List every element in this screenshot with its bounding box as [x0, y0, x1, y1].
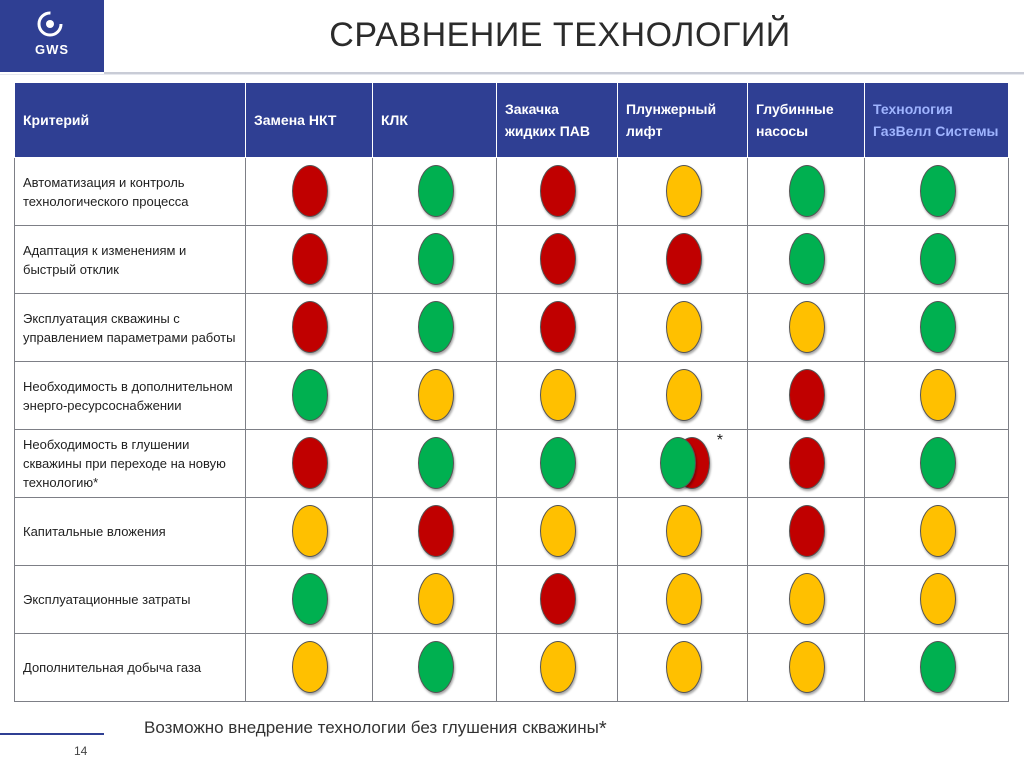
rating-dot-red	[789, 505, 825, 557]
note-star: *	[716, 432, 723, 449]
rating-dot-yellow	[666, 573, 702, 625]
rating-dot-yellow	[920, 369, 956, 421]
rating-cell	[618, 498, 748, 566]
column-header-0: Критерий	[15, 83, 246, 158]
rating-cell	[865, 566, 1009, 634]
column-header-1: Замена НКТ	[246, 83, 373, 158]
table-row	[15, 566, 1009, 634]
criterion-cell: Автоматизация и контроль технологического процесса	[15, 158, 246, 226]
rating-cell	[497, 498, 618, 566]
rating-dot-green	[418, 641, 454, 693]
rating-cell	[246, 566, 373, 634]
rating-dot-yellow	[292, 641, 328, 693]
rating-cell	[373, 226, 497, 294]
column-header-6: Технология ГазВелл Системы	[865, 83, 1009, 158]
rating-cell	[246, 498, 373, 566]
rating-cell	[373, 362, 497, 430]
gws-logo-icon	[36, 10, 64, 38]
table-row	[15, 498, 1009, 566]
rating-cell	[618, 158, 748, 226]
logo-text: GWS	[34, 42, 70, 57]
rating-dot-red	[540, 165, 576, 217]
rating-cell	[748, 498, 865, 566]
rating-cell	[497, 158, 618, 226]
rating-cell	[497, 566, 618, 634]
rating-cell	[748, 362, 865, 430]
rating-cell	[373, 158, 497, 226]
table-header-row	[15, 83, 1009, 158]
rating-cell	[246, 294, 373, 362]
rating-cell	[497, 430, 618, 498]
rating-cell	[748, 226, 865, 294]
criterion-cell: Капитальные вложения	[15, 498, 246, 566]
rating-dot-yellow	[666, 641, 702, 693]
rating-dot-green	[660, 437, 696, 489]
rating-cell	[497, 226, 618, 294]
rating-cell	[618, 634, 748, 702]
rating-dot-red	[789, 437, 825, 489]
footer-divider	[0, 733, 104, 735]
rating-dot-yellow	[789, 301, 825, 353]
rating-cell	[865, 430, 1009, 498]
rating-dot-green	[292, 369, 328, 421]
rating-cell	[246, 362, 373, 430]
table-row	[15, 294, 1009, 362]
rating-dot-yellow	[418, 573, 454, 625]
rating-dot-yellow	[920, 573, 956, 625]
rating-dot-yellow	[418, 369, 454, 421]
rating-cell	[748, 430, 865, 498]
rating-cell	[865, 634, 1009, 702]
rating-dot-yellow	[666, 369, 702, 421]
rating-cell	[618, 362, 748, 430]
criterion-cell: Дополнительная добыча газа	[15, 634, 246, 702]
rating-cell	[373, 294, 497, 362]
rating-dot-green	[418, 233, 454, 285]
page-title: СРАВНЕНИЕ ТЕХНОЛОГИЙ	[329, 16, 791, 54]
rating-cell	[865, 498, 1009, 566]
rating-dot-red	[540, 573, 576, 625]
page-number: 14	[74, 744, 88, 758]
rating-cell	[748, 294, 865, 362]
rating-dot-red	[292, 437, 328, 489]
rating-dot-green	[292, 573, 328, 625]
column-header-2: КЛК	[373, 83, 497, 158]
table-row	[15, 158, 1009, 226]
rating-cell	[497, 362, 618, 430]
criterion-cell: Эксплуатационные затраты	[15, 566, 246, 634]
rating-cell	[246, 634, 373, 702]
rating-cell	[618, 226, 748, 294]
column-header-4: Плунжерный лифт	[618, 83, 748, 158]
rating-dot-yellow	[666, 301, 702, 353]
rating-dot-green	[920, 233, 956, 285]
table-row	[15, 362, 1009, 430]
rating-dot-yellow	[540, 369, 576, 421]
rating-cell	[373, 634, 497, 702]
rating-cell	[246, 158, 373, 226]
rating-dot-green	[920, 301, 956, 353]
rating-dot-green	[540, 437, 576, 489]
rating-dot-yellow	[292, 505, 328, 557]
comparison-table	[14, 82, 1009, 702]
criterion-cell: Эксплуатация скважины с управлением параметрами работы	[15, 294, 246, 362]
rating-cell	[497, 294, 618, 362]
table-row	[15, 226, 1009, 294]
rating-cell	[865, 226, 1009, 294]
rating-dot-red	[418, 505, 454, 557]
rating-dot-red	[292, 301, 328, 353]
rating-dot-yellow	[789, 641, 825, 693]
rating-dot-green	[418, 301, 454, 353]
rating-cell	[865, 158, 1009, 226]
rating-cell	[618, 430, 748, 498]
rating-dot-red	[292, 233, 328, 285]
rating-dot-green	[789, 165, 825, 217]
footnote-star: *	[598, 718, 607, 740]
column-header-5: Глубинные насосы	[748, 83, 865, 158]
rating-dot-yellow	[666, 505, 702, 557]
footnote-text: Возможно внедрение технологии без глушения скважины	[144, 718, 599, 737]
table-body	[15, 158, 1009, 702]
rating-cell	[246, 226, 373, 294]
rating-cell	[748, 158, 865, 226]
criterion-cell: Необходимость в глушении скважины при переходе на новую технологию*	[15, 430, 246, 498]
rating-dot-yellow	[540, 505, 576, 557]
column-header-3: Закачка жидких ПАВ	[497, 83, 618, 158]
rating-dot-green	[920, 437, 956, 489]
rating-cell	[373, 498, 497, 566]
rating-dot-green	[418, 437, 454, 489]
rating-dot-red	[666, 233, 702, 285]
rating-dot-green	[920, 641, 956, 693]
rating-cell	[373, 430, 497, 498]
table-row	[15, 634, 1009, 702]
criterion-cell: Необходимость в дополнительном энерго-ресурсоснабжении	[15, 362, 246, 430]
rating-dot-green	[920, 165, 956, 217]
rating-dot-green	[789, 233, 825, 285]
rating-dot-red	[789, 369, 825, 421]
rating-dot-yellow	[920, 505, 956, 557]
rating-cell	[865, 294, 1009, 362]
rating-cell	[748, 566, 865, 634]
rating-dot-yellow	[666, 165, 702, 217]
criterion-cell: Адаптация к изменениям и быстрый отклик	[15, 226, 246, 294]
title-divider-secondary	[0, 74, 1024, 75]
rating-dot-green	[418, 165, 454, 217]
rating-dot-yellow	[789, 573, 825, 625]
rating-cell	[246, 430, 373, 498]
rating-cell	[748, 634, 865, 702]
rating-cell	[865, 362, 1009, 430]
rating-cell	[373, 566, 497, 634]
rating-cell	[618, 566, 748, 634]
rating-cell	[497, 634, 618, 702]
rating-dot-red	[292, 165, 328, 217]
rating-dot-red	[540, 233, 576, 285]
rating-dot-yellow	[540, 641, 576, 693]
logo	[0, 0, 104, 72]
table-row	[15, 430, 1009, 498]
rating-cell	[618, 294, 748, 362]
rating-dot-red	[540, 301, 576, 353]
footnote	[144, 718, 607, 741]
